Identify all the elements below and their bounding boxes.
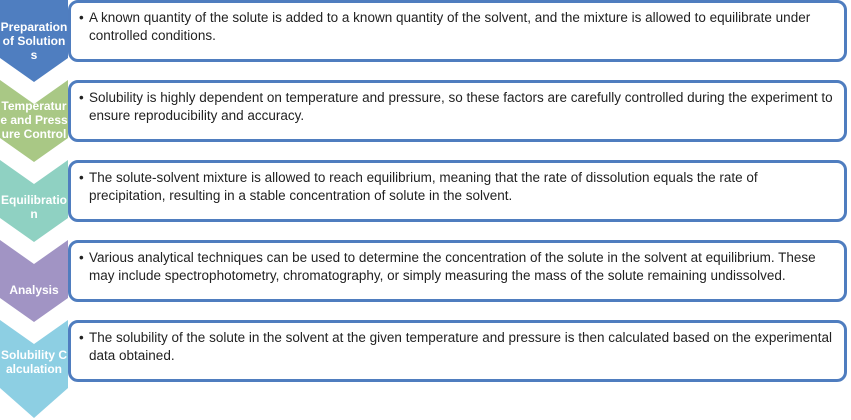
bullet-symbol: • [79, 90, 84, 105]
bullet-symbol: • [79, 10, 84, 25]
step-label-equilibration: Equilibration [1, 193, 67, 221]
step-box-analysis [68, 240, 847, 302]
step-box-temperature [68, 80, 847, 142]
bullet-text: Solubility is highly dependent on temperature and pressure, so these factors are carefully controlled during the experiment to ensure reproducibility and accuracy. [89, 90, 833, 123]
step-label-analysis: Analysis [9, 283, 59, 297]
bullet-item [79, 9, 836, 45]
bullet-text: The solubility of the solute in the solvent at the given temperature and pressure is then calculated based on the experimental data obtained. [89, 330, 832, 363]
chevron-analysis [0, 240, 68, 322]
bullet-text: A known quantity of the solute is added to a known quantity of the solvent, and the mixture is allowed to equilibrate under controlled conditions. [89, 10, 811, 43]
bullet-symbol: • [79, 170, 84, 185]
step-label-preparation: Preparation of Solutions [0, 20, 68, 62]
bullet-text: The solute-solvent mixture is allowed to reach equilibrium, meaning that the rate of dissolution equals the rate of precipitation, resulting in a stable concentration of solute in the solvent. [89, 170, 758, 203]
step-box-preparation [68, 0, 847, 62]
step-label-solubility: Solubility Calculation [1, 348, 67, 376]
bullet-item [79, 329, 836, 365]
step-box-solubility [68, 320, 847, 382]
bullet-text: Various analytical techniques can be used to determine the concentration of the solute in the solvent at equilibrium. These may include spectrophotometry, chromatography, or simply measuring the mass of the solute remaining undissolved. [89, 250, 816, 283]
bullet-symbol: • [79, 330, 84, 345]
bullet-item [79, 89, 836, 125]
step-box-equilibration [68, 160, 847, 222]
bullet-item [79, 249, 836, 285]
bullet-item [79, 169, 836, 205]
bullet-symbol: • [79, 250, 84, 265]
step-label-temperature: Temperature and Pressure Control [0, 99, 68, 141]
